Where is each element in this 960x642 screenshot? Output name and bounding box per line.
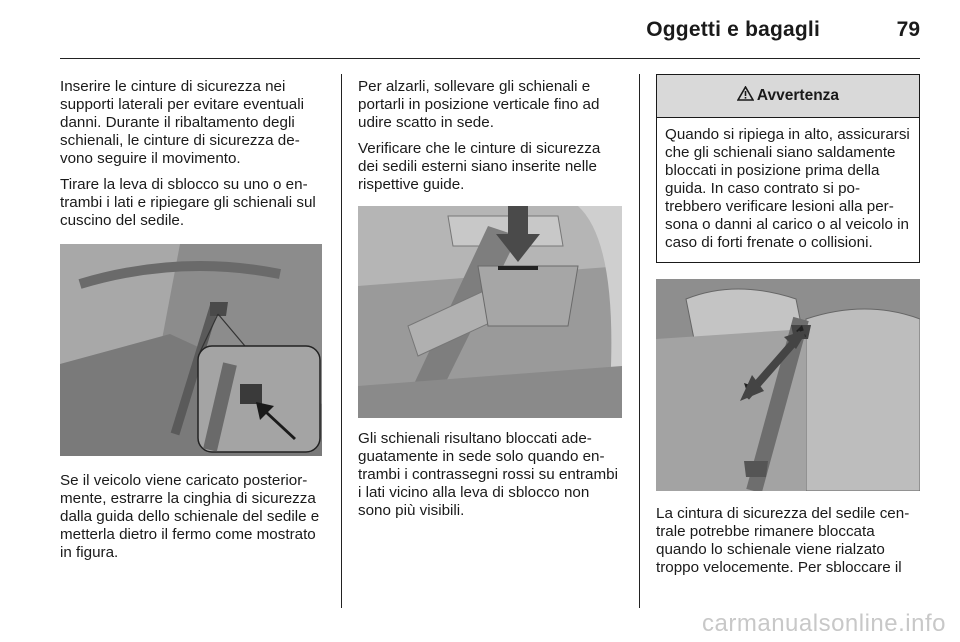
page-title: Oggetti e bagagli [646,18,820,41]
paragraph: Tirare la leva di sblocco su uno o entrambi i lati e ripiegare gli schienali sul cuscino del sedile. [60,176,316,229]
paragraph: Se il veicolo viene caricato posteriormente, estrarre la cinghia di sicurezza dalla guida dello schienale del sedile e metterla dietro il fermo come mostrato in figura. [60,472,320,561]
warning-text: Quando si ripiega in alto, assicurarsi che gli schienali siano saldamente bloccati in posizione prima della guida. In caso contrato si potrebbero verificare lesioni alla persona o danni al carico o al veicolo in caso di forti frenate o collisioni. [665,126,910,251]
paragraph: Gli schienali risultano bloccati adeguatamente in sede solo quando entrambi i contrassegni rossi su entrambi i lati vicino alla leva di sblocco non sono più visibili. [358,430,618,519]
figure-backrest-lock [358,206,622,418]
header-divider [60,58,920,59]
paragraph: Verificare che le cinture di sicurezza dei sedili esterni siano inserite nelle rispettive guide. [358,140,601,193]
figure-seatbelt-holder [60,244,322,456]
watermark: carmanualsonline.info [702,610,946,637]
column-1 [60,78,325,570]
warning-header [657,75,919,118]
column-2 [358,78,624,528]
paragraph: Per alzarli, sollevare gli schienali e portarli in posizione verticale fino ad udire scatto in sede. [358,78,600,131]
warning-box [656,74,920,263]
paragraph: Inserire le cinture di sicurezza nei supporti laterali per evitare eventuali danni. Durante il ribaltamento degli schienali, le cinture di sicurezza devono seguire il movimento. [60,78,304,167]
paragraph: La cintura di sicurezza del sedile centrale potrebbe rimanere bloccata quando lo schienale viene rialzato troppo velocemente. Per sbloccare il [656,505,910,576]
column-3 [656,74,920,585]
page-number: 79 [896,18,920,41]
column-divider-1 [341,74,342,608]
column-divider-2 [639,74,640,608]
warning-triangle-icon [737,86,754,106]
warning-title: Avvertenza [756,87,840,104]
figure-center-belt [656,279,920,491]
